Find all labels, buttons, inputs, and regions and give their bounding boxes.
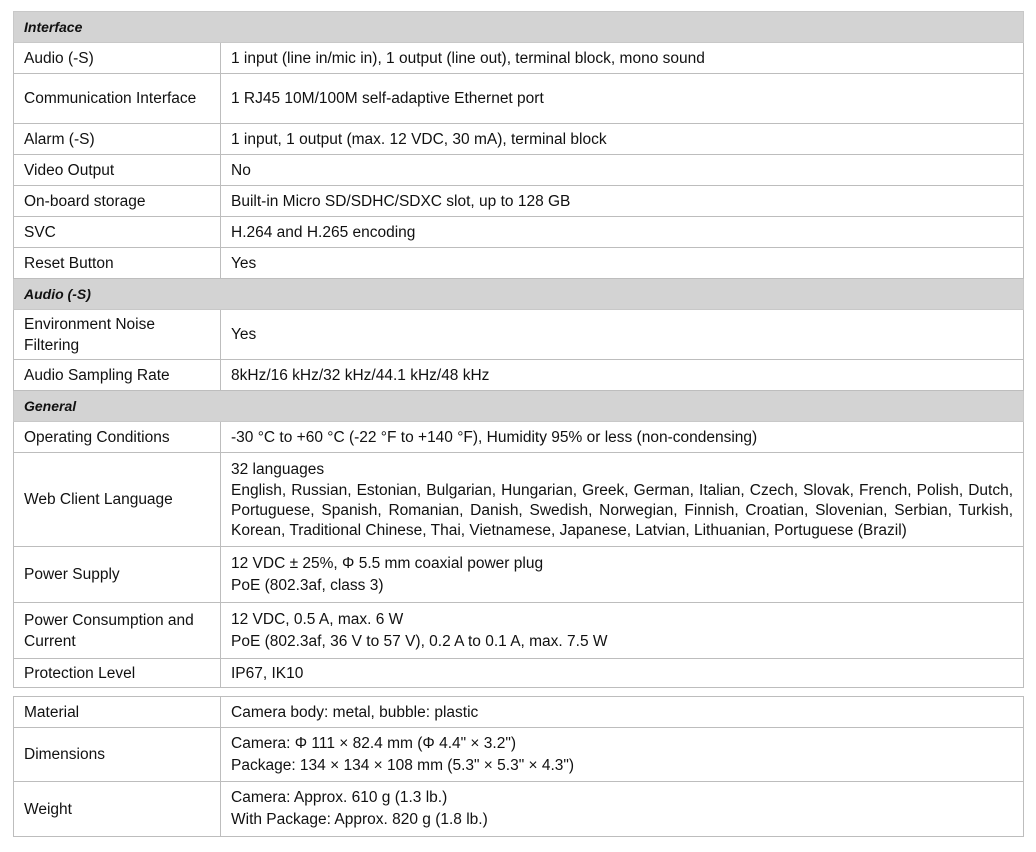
section-header-interface	[14, 12, 1024, 43]
row-value	[221, 603, 1024, 659]
row-value	[221, 547, 1024, 603]
table-row	[14, 360, 1024, 391]
table-row	[14, 782, 1024, 837]
table-row	[14, 186, 1024, 217]
value-line: PoE (802.3af, class 3)	[231, 576, 384, 594]
table-row	[14, 547, 1024, 603]
table-row	[14, 453, 1024, 547]
row-value: 1 RJ45 10M/100M self-adaptive Ethernet port	[221, 74, 1024, 124]
row-label: Power Supply	[14, 547, 221, 603]
language-count: 32 languages	[231, 460, 325, 478]
row-label: On-board storage	[14, 186, 221, 217]
table-row	[14, 74, 1024, 124]
row-label: Web Client Language	[14, 453, 221, 547]
row-label: Communication Interface	[14, 74, 221, 124]
row-label: Operating Conditions	[14, 422, 221, 453]
row-label: Weight	[14, 782, 221, 837]
spec-table-physical	[13, 696, 1024, 837]
row-value	[221, 728, 1024, 782]
row-value: Camera body: metal, bubble: plastic	[221, 697, 1024, 728]
row-value: IP67, IK10	[221, 659, 1024, 688]
row-label: Audio Sampling Rate	[14, 360, 221, 391]
value-line: Camera: Approx. 610 g (1.3 lb.)	[231, 789, 448, 806]
row-label: Power Consumption and Current	[14, 603, 221, 659]
language-list: English, Russian, Estonian, Bulgarian, Hungarian, Greek, German, Italian, Czech, Slovak, French, Polish, Dutch, Portuguese, Spanish, Romanian, Danish, Swedish, Norwegian, Finnish, Croatian, Slovenian, Serbian, Turkish, Korean, Traditional Chinese, Thai, Vietnamese, Japanese, Latvian, Lithuanian, Portuguese (Brazil)	[231, 481, 1014, 539]
section-title: General	[14, 391, 1024, 422]
value-line: Package: 134 × 134 × 108 mm (5.3" × 5.3" × 4.3")	[231, 756, 575, 774]
table-row	[14, 310, 1024, 360]
row-value: 1 input (line in/mic in), 1 output (line out), terminal block, mono sound	[221, 43, 1024, 74]
section-title: Interface	[14, 12, 1024, 43]
section-header-audio	[14, 279, 1024, 310]
table-row	[14, 217, 1024, 248]
table-row	[14, 422, 1024, 453]
row-value: 1 input, 1 output (max. 12 VDC, 30 mA), terminal block	[221, 124, 1024, 155]
table-row	[14, 155, 1024, 186]
row-label: Environment Noise Filtering	[14, 310, 221, 360]
table-row	[14, 728, 1024, 782]
row-value	[221, 782, 1024, 837]
value-line: 12 VDC ± 25%, Φ 5.5 mm coaxial power plug	[231, 554, 544, 572]
value-line: With Package: Approx. 820 g (1.8 lb.)	[231, 811, 488, 828]
spec-table-main	[13, 11, 1024, 688]
table-row	[14, 124, 1024, 155]
table-row	[14, 659, 1024, 688]
section-header-general	[14, 391, 1024, 422]
row-value: H.264 and H.265 encoding	[221, 217, 1024, 248]
row-value: Yes	[221, 310, 1024, 360]
section-title: Audio (-S)	[14, 279, 1024, 310]
row-value: Yes	[221, 248, 1024, 279]
row-value: 8kHz/16 kHz/32 kHz/44.1 kHz/48 kHz	[221, 360, 1024, 391]
table-row	[14, 43, 1024, 74]
row-label: Reset Button	[14, 248, 221, 279]
table-row	[14, 697, 1024, 728]
row-value: -30 °C to +60 °C (-22 °F to +140 °F), Humidity 95% or less (non-condensing)	[221, 422, 1024, 453]
value-line: PoE (802.3af, 36 V to 57 V), 0.2 A to 0.1 A, max. 7.5 W	[231, 632, 608, 650]
value-line: Camera: Φ 111 × 82.4 mm (Φ 4.4" × 3.2")	[231, 734, 517, 752]
row-value	[221, 453, 1024, 547]
table-row	[14, 603, 1024, 659]
row-label: SVC	[14, 217, 221, 248]
row-label: Alarm (-S)	[14, 124, 221, 155]
row-label: Protection Level	[14, 659, 221, 688]
value-line: 12 VDC, 0.5 A, max. 6 W	[231, 610, 404, 628]
row-label: Audio (-S)	[14, 43, 221, 74]
table-row	[14, 248, 1024, 279]
row-value: Built-in Micro SD/SDHC/SDXC slot, up to 128 GB	[221, 186, 1024, 217]
row-label: Video Output	[14, 155, 221, 186]
row-value: No	[221, 155, 1024, 186]
row-label: Material	[14, 697, 221, 728]
row-label: Dimensions	[14, 728, 221, 782]
